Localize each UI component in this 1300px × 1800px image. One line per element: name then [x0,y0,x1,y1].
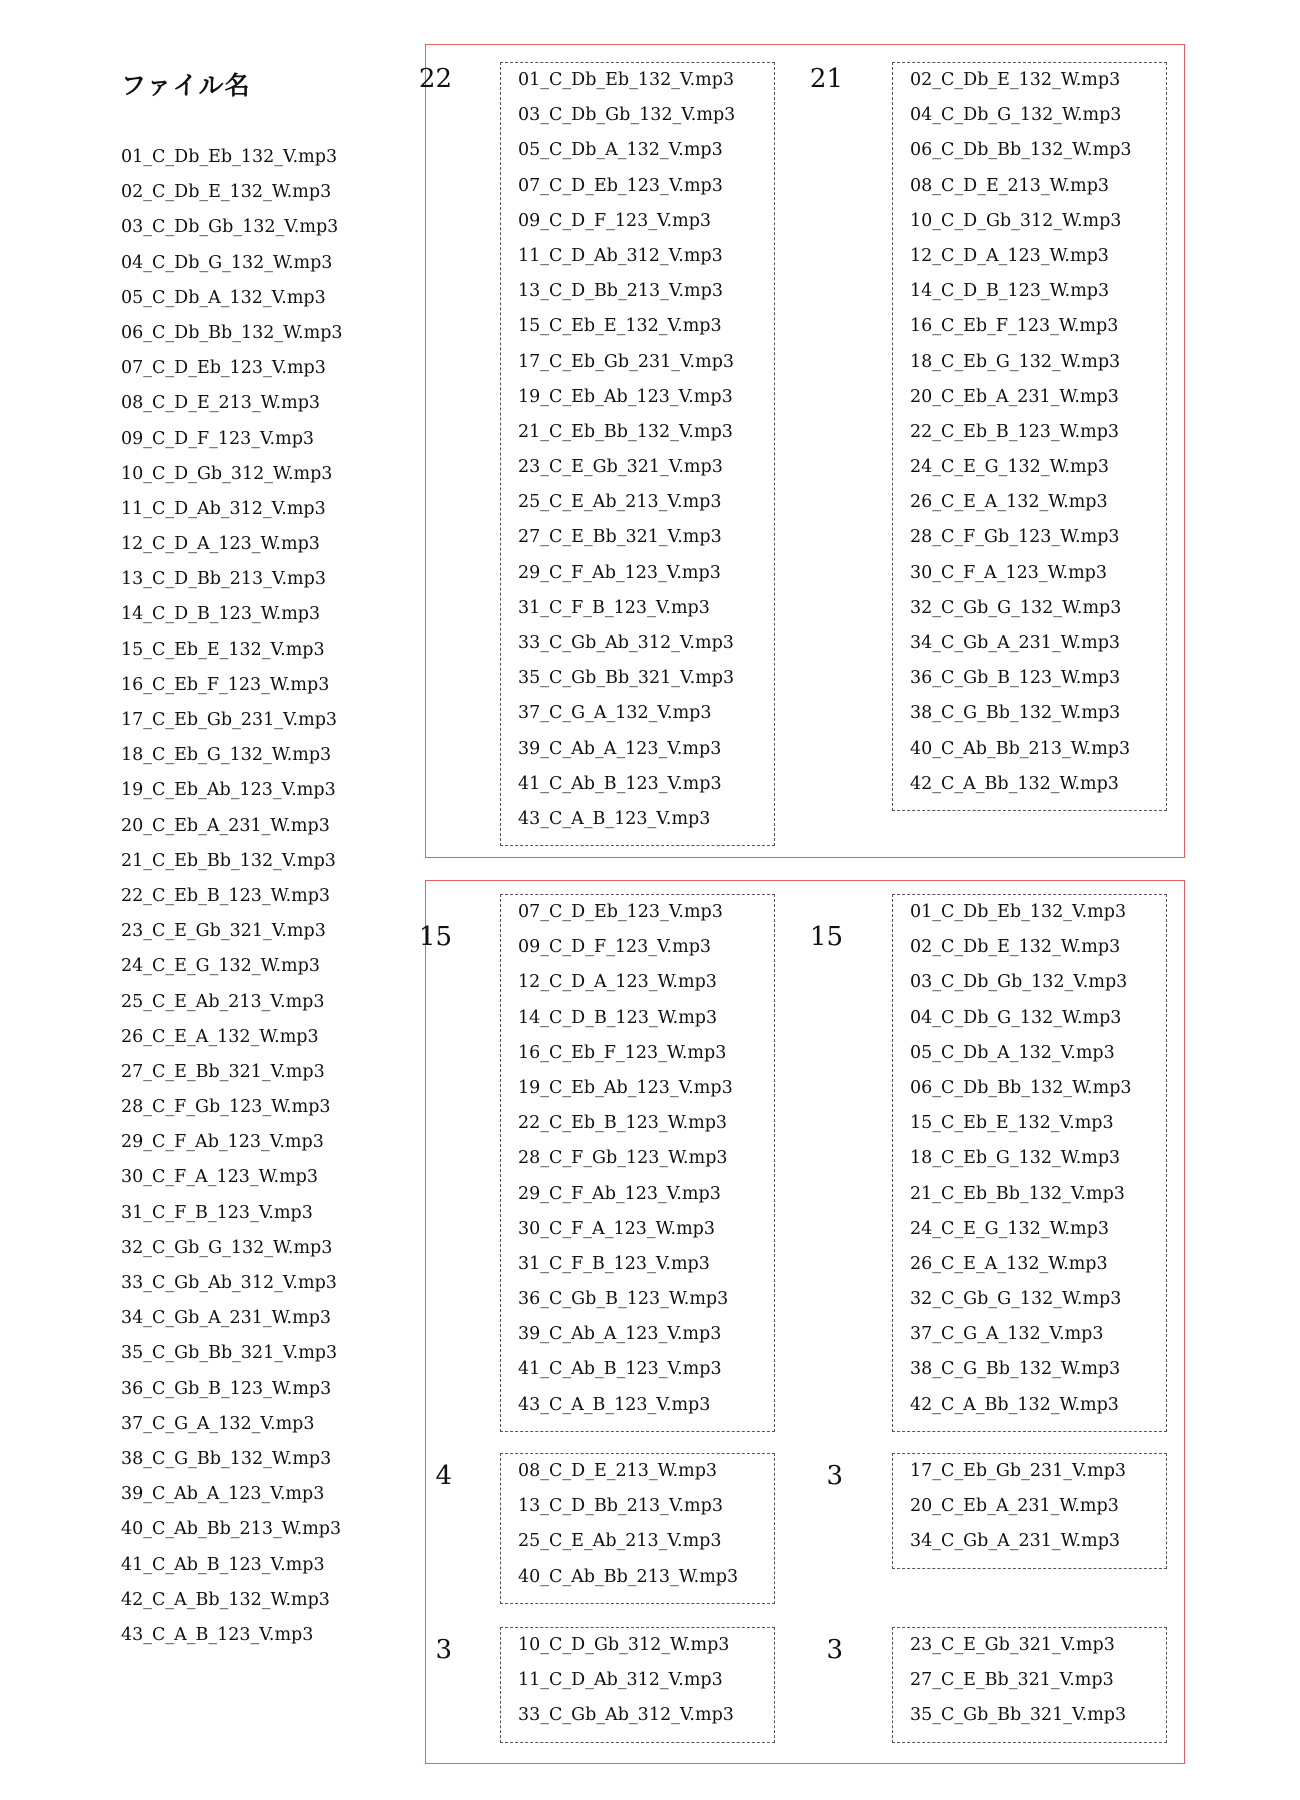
group-file-item: 09_C_D_F_123_V.mp3 [518,937,712,958]
group-file-item: 03_C_Db_Gb_132_V.mp3 [910,972,1128,993]
group-file-item: 43_C_A_B_123_V.mp3 [518,1394,711,1415]
file-list-item: 40_C_Ab_Bb_213_W.mp3 [121,1519,342,1540]
file-list-item: 30_C_F_A_123_W.mp3 [121,1167,319,1188]
group-file-item: 19_C_Eb_Ab_123_V.mp3 [518,386,733,407]
group-file-item: 18_C_Eb_G_132_W.mp3 [910,351,1121,372]
group-file-item: 11_C_D_Ab_312_V.mp3 [518,1670,723,1691]
file-list-item: 22_C_Eb_B_123_W.mp3 [121,885,331,906]
group-file-item: 39_C_Ab_A_123_V.mp3 [518,1324,722,1345]
file-list-item: 35_C_Gb_Bb_321_V.mp3 [121,1343,338,1364]
file-list-item: 19_C_Eb_Ab_123_V.mp3 [121,780,336,801]
group-file-item: 41_C_Ab_B_123_V.mp3 [518,773,722,794]
group-file-item: 25_C_E_Ab_213_V.mp3 [518,1531,722,1552]
file-list-item: 41_C_Ab_B_123_V.mp3 [121,1554,325,1575]
file-list-item: 27_C_E_Bb_321_V.mp3 [121,1061,325,1082]
file-list-item: 31_C_F_B_123_V.mp3 [121,1202,313,1223]
file-list-item: 23_C_E_Gb_321_V.mp3 [121,921,326,942]
file-list-item: 32_C_Gb_G_132_W.mp3 [121,1237,333,1258]
group-file-item: 29_C_F_Ab_123_V.mp3 [518,1183,721,1204]
file-list-item: 38_C_G_Bb_132_W.mp3 [121,1448,332,1469]
group-file-item: 10_C_D_Gb_312_W.mp3 [910,210,1122,231]
file-list-item: 18_C_Eb_G_132_W.mp3 [121,745,332,766]
group-file-item: 37_C_G_A_132_V.mp3 [518,703,712,724]
file-list-item: 26_C_E_A_132_W.mp3 [121,1026,319,1047]
group-file-item: 06_C_Db_Bb_132_W.mp3 [910,140,1132,161]
file-list-item: 05_C_Db_A_132_V.mp3 [121,287,326,308]
file-list-item: 43_C_A_B_123_V.mp3 [121,1624,314,1645]
group-file-item: 24_C_E_G_132_W.mp3 [910,457,1109,478]
group-file-item: 29_C_F_Ab_123_V.mp3 [518,562,721,583]
group-file-item: 12_C_D_A_123_W.mp3 [518,972,717,993]
group-file-item: 04_C_Db_G_132_W.mp3 [910,105,1122,126]
group-file-item: 07_C_D_Eb_123_V.mp3 [518,902,723,922]
file-list-item: 03_C_Db_Gb_132_V.mp3 [121,217,339,238]
group-file-item: 20_C_Eb_A_231_W.mp3 [910,386,1119,407]
group-file-item: 15_C_Eb_E_132_V.mp3 [518,316,722,337]
group-file-item: 05_C_Db_A_132_V.mp3 [910,1042,1115,1063]
file-list-item: 29_C_F_Ab_123_V.mp3 [121,1132,324,1153]
group-file-item: 08_C_D_E_213_W.mp3 [518,1461,718,1481]
file-list-item: 15_C_Eb_E_132_V.mp3 [121,639,325,660]
group-count: 15 [809,922,843,952]
group-file-item: 27_C_E_Bb_321_V.mp3 [518,527,722,548]
file-list-item: 39_C_Ab_A_123_V.mp3 [121,1484,325,1505]
group-file-item: 34_C_Gb_A_231_W.mp3 [910,633,1121,653]
group-file-item: 20_C_Eb_A_231_W.mp3 [910,1496,1119,1517]
group-file-item: 10_C_D_Gb_312_W.mp3 [518,1635,730,1655]
group-file-item: 32_C_Gb_G_132_W.mp3 [910,597,1122,618]
group-count: 15 [418,922,452,952]
file-list-item: 13_C_D_Bb_213_V.mp3 [121,569,326,590]
file-group-box [500,1453,775,1604]
group-file-item: 28_C_F_Gb_123_W.mp3 [910,527,1120,548]
group-file-item: 41_C_Ab_B_123_V.mp3 [518,1359,722,1380]
group-file-item: 05_C_Db_A_132_V.mp3 [518,140,723,161]
file-list-item: 06_C_Db_Bb_132_W.mp3 [121,322,343,343]
file-list-item: 16_C_Eb_F_123_W.mp3 [121,674,330,695]
file-list-item: 12_C_D_A_123_W.mp3 [121,534,320,555]
group-file-item: 11_C_D_Ab_312_V.mp3 [518,245,723,266]
file-list-item: 04_C_Db_G_132_W.mp3 [121,252,333,273]
group-file-item: 16_C_Eb_F_123_W.mp3 [518,1042,727,1063]
file-list-item: 11_C_D_Ab_312_V.mp3 [121,498,326,519]
group-file-item: 40_C_Ab_Bb_213_W.mp3 [910,738,1131,759]
group-file-item: 32_C_Gb_G_132_W.mp3 [910,1289,1122,1310]
group-file-item: 38_C_G_Bb_132_W.mp3 [910,703,1121,724]
group-file-item: 14_C_D_B_123_W.mp3 [910,281,1110,302]
group-file-item: 19_C_Eb_Ab_123_V.mp3 [518,1077,733,1098]
group-file-item: 13_C_D_Bb_213_V.mp3 [518,1496,723,1517]
group-file-item: 26_C_E_A_132_W.mp3 [910,1253,1108,1274]
group-file-item: 42_C_A_Bb_132_W.mp3 [910,1394,1119,1415]
file-list-item: 20_C_Eb_A_231_W.mp3 [121,815,330,836]
group-file-item: 09_C_D_F_123_V.mp3 [518,210,712,231]
file-list-item: 01_C_Db_Eb_132_V.mp3 [121,147,338,167]
group-file-item: 30_C_F_A_123_W.mp3 [910,562,1108,583]
group-file-item: 36_C_Gb_B_123_W.mp3 [518,1289,729,1310]
file-list-item: 25_C_E_Ab_213_V.mp3 [121,991,325,1012]
group-file-item: 22_C_Eb_B_123_W.mp3 [910,421,1120,442]
group-count: 3 [435,1635,452,1665]
group-file-item: 07_C_D_Eb_123_V.mp3 [518,175,723,196]
file-list [121,140,401,1653]
file-list-item: 02_C_Db_E_132_W.mp3 [121,182,332,203]
group-file-item: 21_C_Eb_Bb_132_V.mp3 [910,1183,1125,1204]
group-file-item: 35_C_Gb_Bb_321_V.mp3 [518,668,735,689]
group-file-item: 03_C_Db_Gb_132_V.mp3 [518,105,736,126]
file-list-item: 36_C_Gb_B_123_W.mp3 [121,1378,332,1399]
group-file-item: 08_C_D_E_213_W.mp3 [910,175,1110,196]
file-list-item: 09_C_D_F_123_V.mp3 [121,428,315,449]
group-file-item: 28_C_F_Gb_123_W.mp3 [518,1148,728,1169]
file-list-item: 07_C_D_Eb_123_V.mp3 [121,358,326,379]
group-file-item: 22_C_Eb_B_123_W.mp3 [518,1113,728,1134]
file-group-box [892,1453,1167,1569]
group-file-item: 21_C_Eb_Bb_132_V.mp3 [518,421,733,442]
group-file-item: 30_C_F_A_123_W.mp3 [518,1218,716,1239]
file-group-box [892,62,1167,811]
group-file-item: 43_C_A_B_123_V.mp3 [518,808,711,829]
file-list-item: 17_C_Eb_Gb_231_V.mp3 [121,710,338,730]
group-file-item: 04_C_Db_G_132_W.mp3 [910,1007,1122,1028]
file-group-box [892,1627,1167,1743]
group-file-item: 31_C_F_B_123_V.mp3 [518,597,710,618]
group-file-item: 17_C_Eb_Gb_231_V.mp3 [518,351,735,372]
group-count: 4 [435,1461,452,1491]
group-file-item: 02_C_Db_E_132_W.mp3 [910,70,1121,90]
group-file-item: 02_C_Db_E_132_W.mp3 [910,937,1121,958]
group-file-item: 39_C_Ab_A_123_V.mp3 [518,738,722,759]
group-file-item: 13_C_D_Bb_213_V.mp3 [518,281,723,302]
page-title: ファイル名 [121,71,251,100]
group-file-item: 34_C_Gb_A_231_W.mp3 [910,1531,1121,1552]
file-list-item: 42_C_A_Bb_132_W.mp3 [121,1589,330,1610]
group-file-item: 31_C_F_B_123_V.mp3 [518,1253,710,1274]
group-file-item: 25_C_E_Ab_213_V.mp3 [518,492,722,513]
file-list-item: 08_C_D_E_213_W.mp3 [121,393,321,414]
file-list-item: 10_C_D_Gb_312_W.mp3 [121,463,333,484]
group-file-item: 15_C_Eb_E_132_V.mp3 [910,1113,1114,1134]
group-file-item: 33_C_Gb_Ab_312_V.mp3 [518,1705,734,1726]
group-file-item: 12_C_D_A_123_W.mp3 [910,245,1109,266]
file-list-item: 21_C_Eb_Bb_132_V.mp3 [121,850,336,871]
group-file-item: 06_C_Db_Bb_132_W.mp3 [910,1077,1132,1098]
group-file-item: 27_C_E_Bb_321_V.mp3 [910,1670,1114,1691]
file-list-item: 14_C_D_B_123_W.mp3 [121,604,321,625]
group-file-item: 23_C_E_Gb_321_V.mp3 [910,1635,1115,1655]
group-file-item: 35_C_Gb_Bb_321_V.mp3 [910,1705,1127,1726]
group-file-item: 42_C_A_Bb_132_W.mp3 [910,773,1119,794]
group-count: 21 [809,64,843,94]
file-list-item: 34_C_Gb_A_231_W.mp3 [121,1308,332,1329]
file-group-box [500,894,775,1432]
group-count: 22 [418,64,452,94]
group-file-item: 24_C_E_G_132_W.mp3 [910,1218,1109,1239]
group-file-item: 37_C_G_A_132_V.mp3 [910,1324,1104,1345]
file-group-box [500,1627,775,1743]
file-group-box [892,894,1167,1432]
group-file-item: 16_C_Eb_F_123_W.mp3 [910,316,1119,337]
group-count: 3 [826,1635,843,1665]
group-file-item: 01_C_Db_Eb_132_V.mp3 [910,902,1127,922]
file-group-box [500,62,775,846]
group-file-item: 36_C_Gb_B_123_W.mp3 [910,668,1121,689]
group-file-item: 38_C_G_Bb_132_W.mp3 [910,1359,1121,1380]
group-count: 3 [826,1461,843,1491]
group-file-item: 17_C_Eb_Gb_231_V.mp3 [910,1461,1127,1481]
group-file-item: 01_C_Db_Eb_132_V.mp3 [518,70,735,90]
file-list-item: 28_C_F_Gb_123_W.mp3 [121,1097,331,1118]
file-list-item: 24_C_E_G_132_W.mp3 [121,956,320,977]
group-file-item: 40_C_Ab_Bb_213_W.mp3 [518,1566,739,1587]
group-file-item: 33_C_Gb_Ab_312_V.mp3 [518,633,734,653]
group-file-item: 18_C_Eb_G_132_W.mp3 [910,1148,1121,1169]
file-list-item: 37_C_G_A_132_V.mp3 [121,1413,315,1434]
group-file-item: 23_C_E_Gb_321_V.mp3 [518,457,723,478]
group-file-item: 14_C_D_B_123_W.mp3 [518,1007,718,1028]
group-file-item: 26_C_E_A_132_W.mp3 [910,492,1108,513]
file-list-item: 33_C_Gb_Ab_312_V.mp3 [121,1273,337,1293]
